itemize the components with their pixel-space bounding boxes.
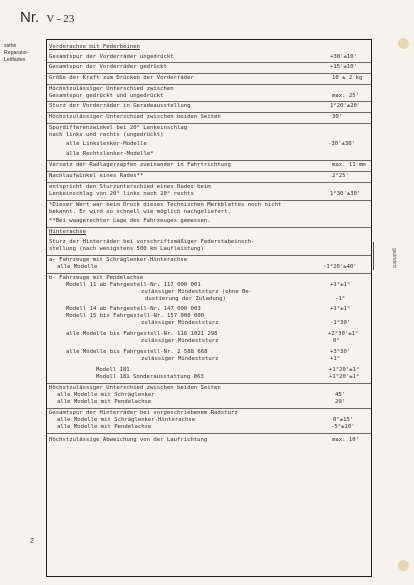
nr-value: V - 23 — [46, 13, 75, 25]
spec-value: 10 ± 2 kg — [332, 75, 363, 81]
spec-label: Lenkeinschlag von 20° links nach 20° rechts — [49, 191, 194, 197]
revision-bar — [373, 242, 379, 270]
spec-label: Größe der Kraft zum Drücken der Vorderräder — [49, 75, 194, 81]
punch-hole — [398, 560, 409, 571]
spec-label: zulässiger Mindeststurz (ohne Be- — [141, 289, 253, 295]
spec-value: 1°20'±20' — [330, 103, 361, 109]
spec-label: Höchstzulässige Abweichung von der Laufrichtung — [49, 437, 208, 443]
spec-label: Höchstzulässiger Unterschied zwischen beiden Seiten — [49, 385, 221, 391]
spec-label: Modell 181 — [96, 367, 130, 373]
spec-value: 0°±15' — [333, 417, 354, 423]
spec-value: +3°30' — [330, 349, 351, 355]
spec-value: +30'±10' — [330, 54, 357, 60]
spec-label: Gesamtspur gedrückt und ungedrückt — [49, 93, 164, 99]
spec-value: -5°±10' — [331, 424, 355, 430]
spec-value: max. 11 mm — [332, 162, 366, 168]
spec-label: Spurdifferenzwinkel bei 20° Lenkeinschlag — [49, 125, 188, 131]
spec-value: 20' — [335, 399, 346, 405]
spec-label: zulässiger Mindeststurz — [141, 356, 219, 362]
row-divider — [47, 200, 371, 201]
row-divider — [47, 73, 371, 74]
spec-label: nach links und rechts (ungedrückt) — [49, 132, 164, 138]
row-divider — [47, 408, 371, 409]
spec-label: Höchstzulässiger Unterschied zwischen — [49, 86, 174, 92]
spec-value: -1°20'±40' — [323, 264, 357, 270]
spec-label: b- Fahrzeuge mit Pendelachse — [49, 275, 144, 281]
row-divider — [47, 433, 371, 434]
spec-label: Gesamtspur der Hinterräder bei vorgeschriebenem Radsturz — [49, 410, 238, 416]
punch-hole — [398, 38, 409, 49]
footnote: bekannt. Er wird so schnell wie möglich nachgeliefert. — [49, 209, 231, 215]
spec-label: alle Modelle mit Schräglenker — [57, 392, 155, 398]
row-divider — [47, 383, 371, 384]
spec-value: 2°25' — [332, 173, 349, 179]
repair-guide-reference — [4, 43, 44, 64]
spec-value: max. 25' — [332, 93, 359, 99]
side-label-line: Reparatur- — [4, 50, 29, 56]
spec-value: +1°20'±1° — [329, 367, 360, 373]
spec-label: a- Fahrzeuge mit Schräglenker-Hinterachse — [49, 257, 188, 263]
spec-label: stellung (nach wenigstens 500 km Laufleistung) — [49, 246, 204, 252]
row-divider — [47, 182, 371, 183]
spec-value: max. 10' — [332, 437, 359, 443]
edge-note: geändert — [391, 248, 397, 268]
spec-value: 1°30'±30' — [330, 191, 361, 197]
spec-label: Sturz der Vorderräder in Geradeausstellung — [49, 103, 191, 109]
spec-value: -30'±30' — [328, 141, 355, 147]
spec-label: alle Linkslenker-Modelle — [66, 141, 147, 147]
spec-label: alle Modelle — [57, 264, 98, 270]
spec-label: Gesamtspur der Vorderräder ungedrückt — [49, 54, 174, 60]
footnote: *Dieser Wert war beim Druck dieses Technischen Merkblattes noch nicht — [49, 202, 282, 208]
row-divider — [47, 171, 371, 172]
spec-value: +1° — [330, 356, 341, 362]
spec-label: Sturz der Hinterräder bei vorschriftsmäßiger Federstabeinsch- — [49, 239, 255, 245]
spec-value: -1° — [335, 296, 346, 302]
spec-value: +1°±1° — [330, 282, 351, 288]
spec-label: Modell 181 Sonderausstattung 063 — [96, 374, 204, 380]
row-divider — [47, 101, 371, 102]
spec-value: 30' — [332, 114, 343, 120]
section-title-rear-axle: Hinterachse — [49, 229, 87, 235]
spec-value: 0° — [333, 338, 340, 344]
spec-value: +1°±1° — [330, 306, 351, 312]
spec-label: Modell 15 bis Fahrgestell-Nr. 157 000 000 — [66, 313, 205, 319]
section-title-front-axle: Vorderachse mit Federbeinen — [49, 44, 140, 50]
spec-label: alle Modelle mit Pendelachse — [57, 424, 152, 430]
page-number: 2 — [30, 538, 34, 545]
side-label-line: Leitfaden — [4, 57, 26, 63]
row-divider — [47, 160, 371, 161]
spec-label: zulässiger Mindeststurz — [141, 320, 219, 326]
spec-label: alle Modelle mit Schräglenker-Hinterachse — [57, 417, 196, 423]
row-divider — [47, 255, 371, 256]
spec-label: entspricht den Sturzunterschied eines Rades beim — [49, 184, 211, 190]
spec-value: +15'±10' — [330, 64, 357, 70]
spec-label: Gesamtspur der Vorderräder gedrückt — [49, 64, 167, 70]
spec-label: Modell 14 ab Fahrgestell-Nr. 147 000 003 — [66, 306, 201, 312]
row-divider — [47, 84, 371, 85]
spec-value: +2°30'±1° — [328, 331, 359, 337]
spec-label: Nachlaufwinkel eines Rades** — [49, 173, 144, 179]
spec-label: Versatz der Radlagerzapfen zueinander in Fahrtrichtung — [49, 162, 231, 168]
side-label-line: siehe — [4, 43, 17, 49]
row-divider — [47, 112, 371, 113]
spec-label: Modell 11 ab Fahrgestell-Nr. 117 000 001 — [66, 282, 201, 288]
row-divider — [47, 273, 371, 274]
row-divider — [47, 227, 371, 228]
footnote: **Bei waagerechter Lage des Fahrzeuges gemessen. — [49, 218, 211, 224]
spec-label: Höchstzulässiger Unterschied zwischen beiden Seiten — [49, 114, 221, 120]
spec-value: +1°20'±1° — [329, 374, 360, 380]
nr-label: Nr. — [20, 9, 40, 26]
spec-label: alle Modelle mit Pendelachse — [57, 399, 152, 405]
spec-label: alle Rechtslenker-Modelle* — [66, 151, 154, 157]
spec-value: -1°30' — [330, 320, 351, 326]
document-number — [20, 9, 74, 26]
spec-label: alle Modelle bis Fahrgestell-Nr. 2 588 668 — [66, 349, 208, 355]
spec-value: 45' — [335, 392, 346, 398]
spec-label: dustierung der Zuladung) — [145, 296, 226, 302]
spec-label: zulässiger Mindeststurz — [141, 338, 219, 344]
row-divider — [47, 123, 371, 124]
row-divider — [47, 62, 371, 63]
spec-label: alle Modelle bis Fahrgestell-Nr. 116 1021 298 — [66, 331, 218, 337]
